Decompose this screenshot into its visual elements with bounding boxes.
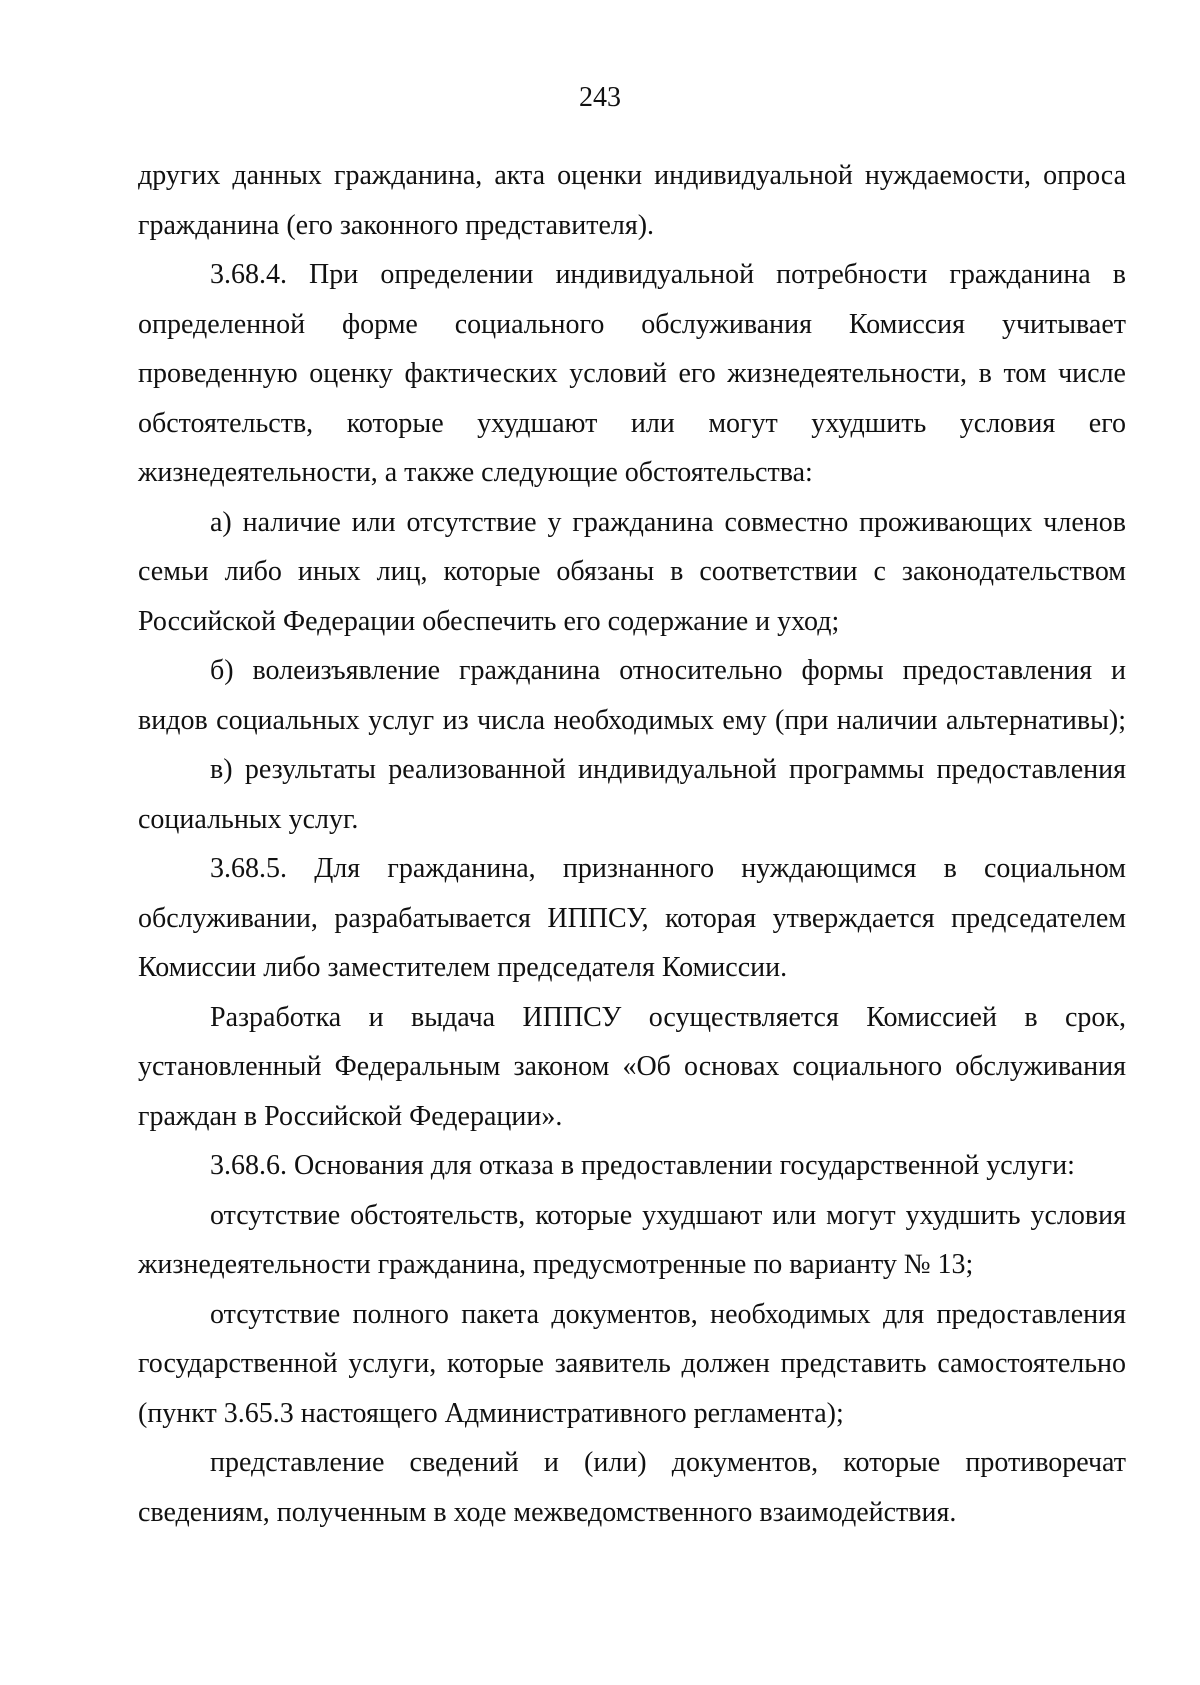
paragraph-refusal-ground-3: представление сведений и (или) документов, которые противоречат сведениям, полученным в ходе межведомственного взаимодействия. (138, 1447, 1126, 1528)
paragraph-refusal-ground-2: отсутствие полного пакета документов, необходимых для предоставления государственной услуги, которые заявитель должен представить самостоятельно (пункт 3.65.3 настоящего Административного регламента); (138, 1298, 1126, 1429)
document-body (138, 151, 1126, 1537)
paragraph-refusal-ground-1: отсутствие обстоятельств, которые ухудшают или могут ухудшить условия жизнедеятельности гражданина, предусмотренные по варианту № 13; (138, 1199, 1126, 1280)
paragraph-item-a: а) наличие или отсутствие у гражданина совместно проживающих членов семьи либо иных лиц, которые обязаны в соответствии с законодательством Российской Федерации обеспечить его содержание и уход; (138, 506, 1126, 637)
paragraph-3-68-6: 3.68.6. Основания для отказа в предоставлении государственной услуги: (210, 1150, 1075, 1181)
paragraph-3-68-4: 3.68.4. При определении индивидуальной потребности гражданина в определенной форме социального обслуживания Комиссия учитывает проведенную оценку фактических условий его жизнедеятельности, в том числе обстоятельств, которые ухудшают или могут ухудшить условия его жизнедеятельности, а также следующие обстоятельства: (138, 259, 1126, 488)
paragraph-continuation: других данных гражданина, акта оценки индивидуальной нуждаемости, опроса гражданина (его законного представителя). (138, 160, 1126, 241)
page-number: 243 (579, 82, 621, 113)
paragraph-3-68-5: 3.68.5. Для гражданина, признанного нуждающимся в социальном обслуживании, разрабатывается ИППСУ, которая утверждается председателем Комиссии либо заместителем председателя Комиссии. (138, 853, 1126, 983)
paragraph-item-v: в) результаты реализованной индивидуальной программы предоставления социальных услуг. (138, 754, 1126, 835)
paragraph-ippsu-development: Разработка и выдача ИППСУ осуществляется Комиссией в срок, установленный Федеральным законом «Об основах социального обслуживания граждан в Российской Федерации». (138, 1001, 1126, 1132)
paragraph-item-b: б) волеизъявление гражданина относительно формы предоставления и видов социальных услуг из числа необходимых ему (при наличии альтернативы); (138, 655, 1126, 736)
